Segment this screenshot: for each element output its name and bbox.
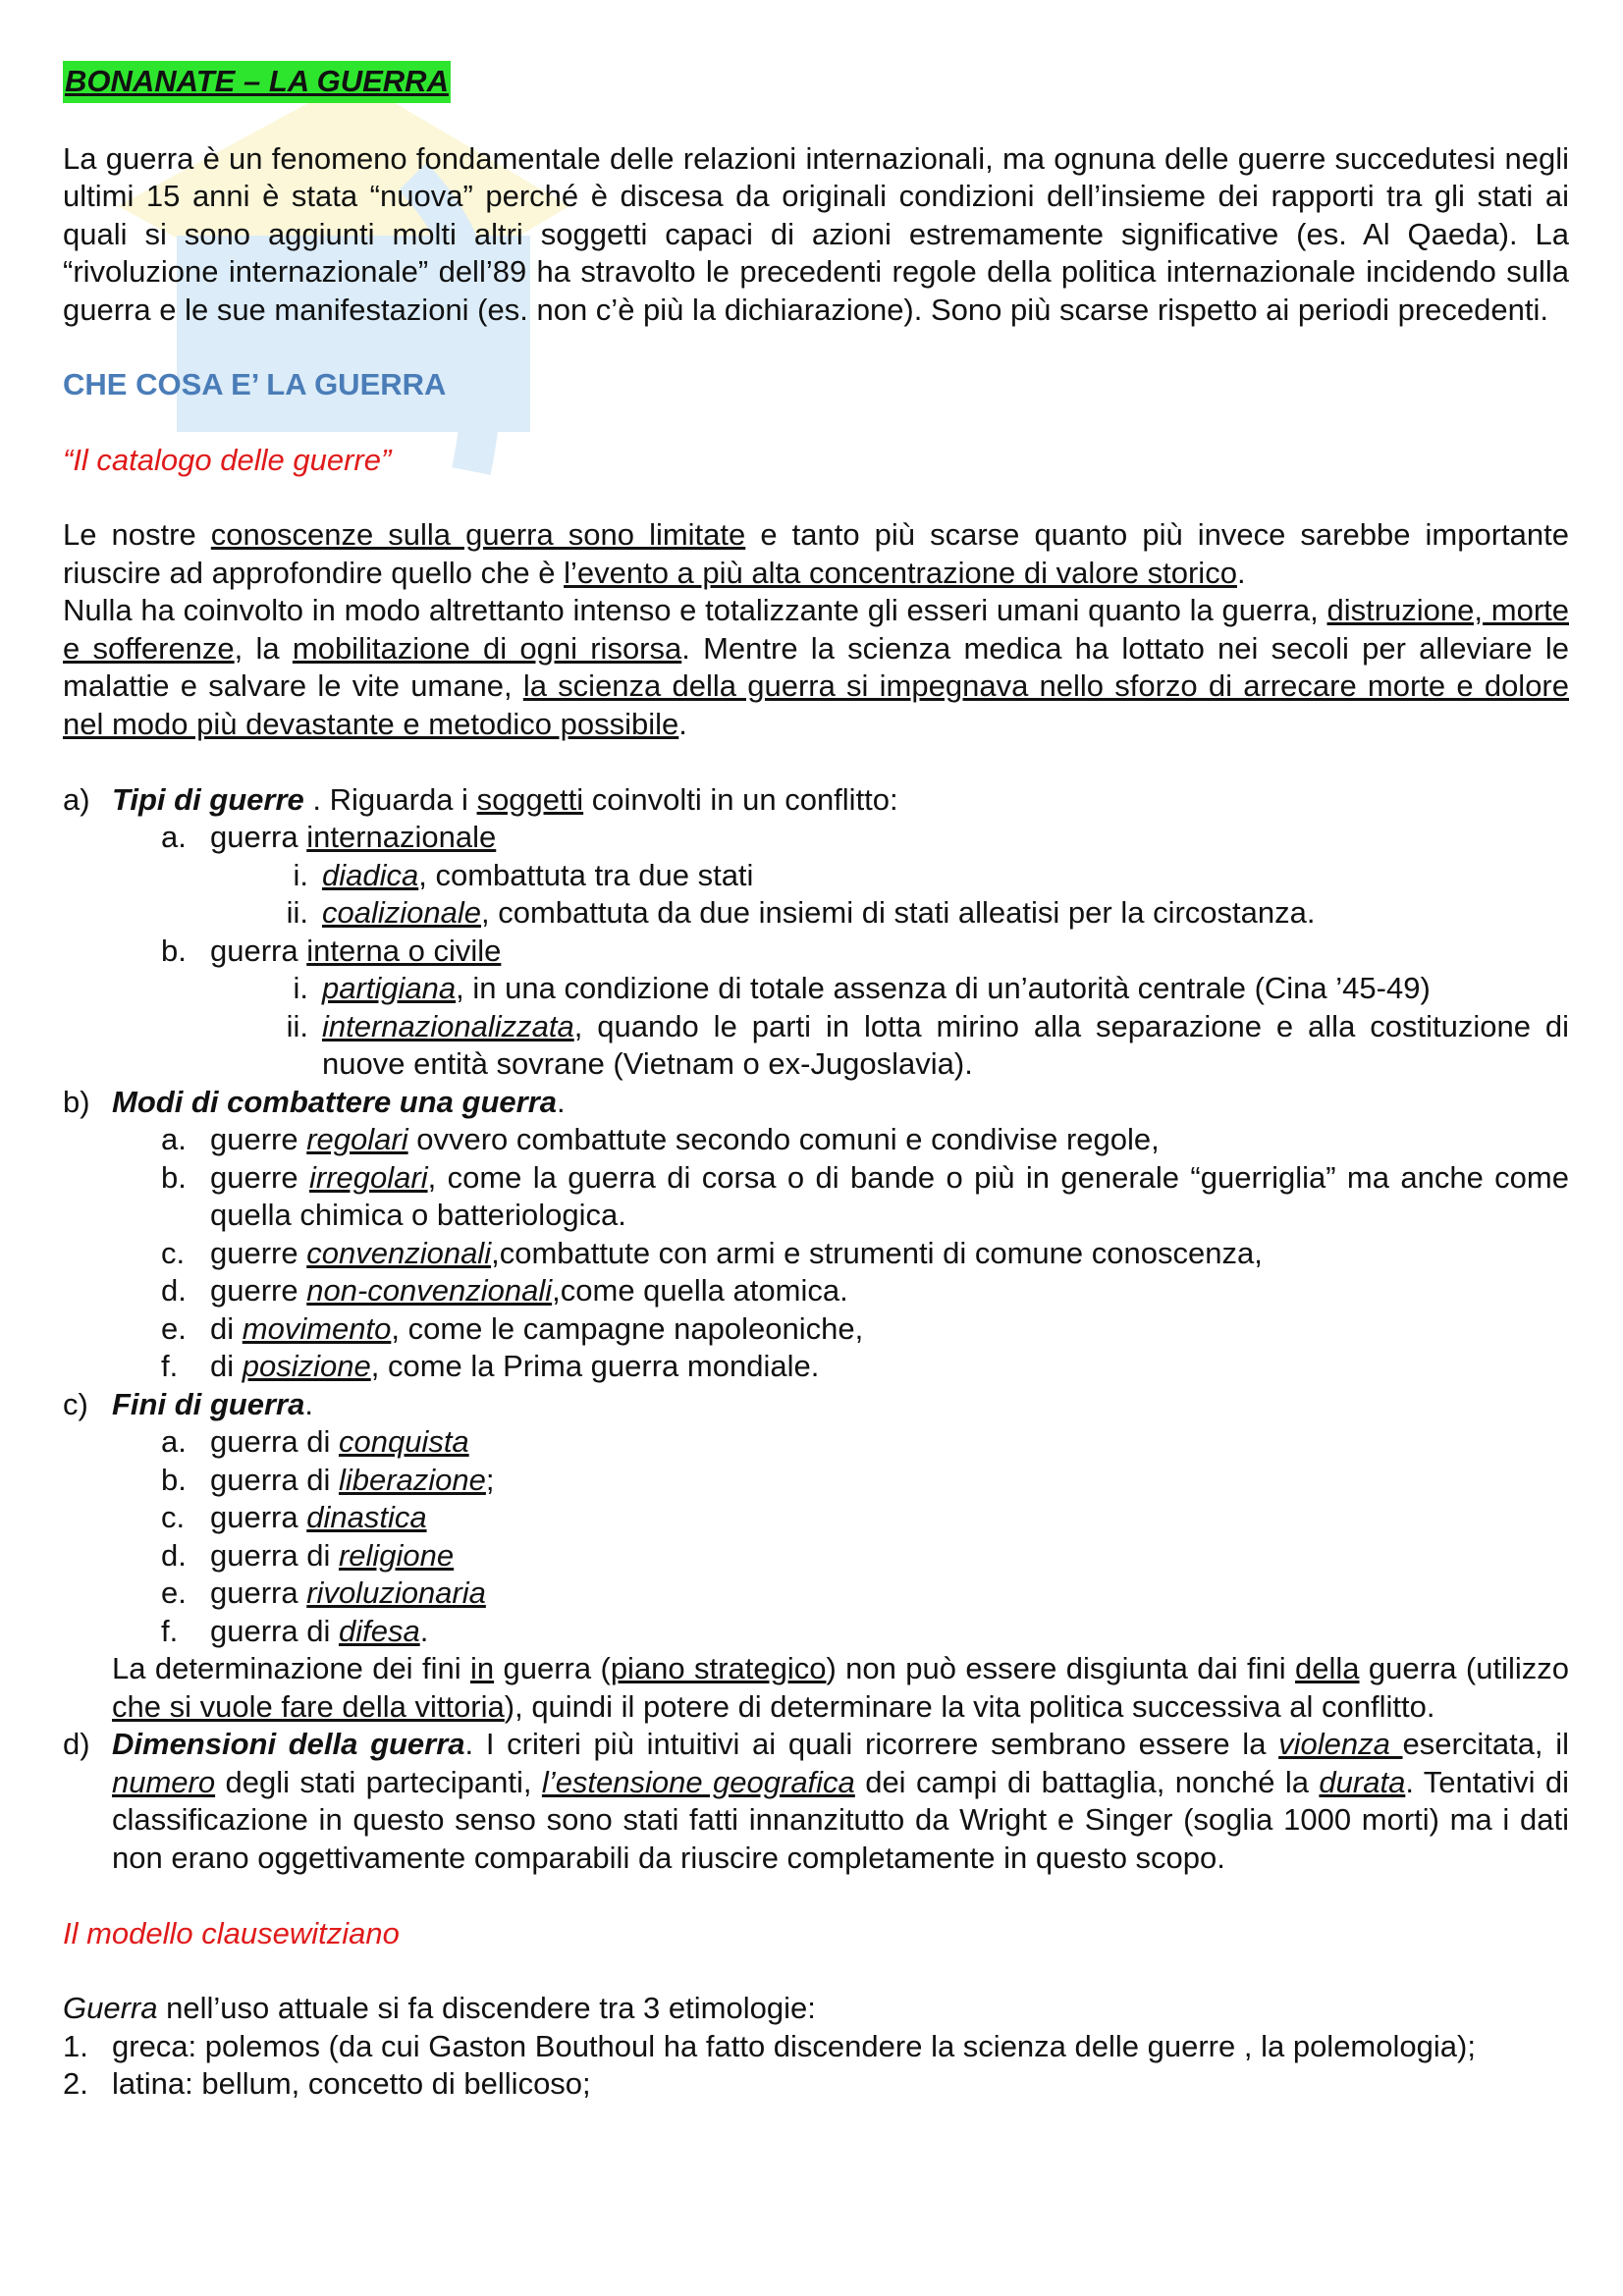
list-item: b. guerra interna o civile <box>161 933 502 968</box>
list-item: ii. internazionalizzata, quando le parti in lotta mirino alla separazione e alla costituzione di nuove entità sovrane (Vietnam o ex-Jugoslavia). <box>286 1008 1569 1081</box>
list-item: d. guerra di religione <box>161 1537 455 1573</box>
list-item: c) Fini di guerra. <box>63 1386 313 1421</box>
list-item: d) Dimensioni della guerra. I criteri più intuitivi ai quali ricorrere sembrano essere la violenza esercitata, il numero degli stati partecipanti, l’estensione geografica dei campi di battaglia, nonché la durata. Tentativi di classificazione in questo senso sono stati fatti innanzitutto da Wright e Singer (soglia 1000 morti) ma i dati non erano oggettivamente comparabili da riuscire completamente in questo scopo. <box>63 1727 1569 1875</box>
list-item: b) Modi di combattere una guerra. <box>63 1084 566 1119</box>
list-item: a) Tipi di guerre . Riguarda i soggetti coinvolti in un conflitto: <box>63 781 898 817</box>
intro-paragraph: La guerra è un fenomeno fondamentale delle relazioni internazionali, ma ognuna delle guerre succedutesi negli ultimi 15 anni è stata “nuova” perché è discesa da originali condizioni dell’insieme dei rapporti tra gli stati ai quali si sono aggiunti molti altri soggetti capaci di azioni estremamente significative (es. Al Qaeda). La “rivoluzione internazionale” dell’89 ha stravolto le precedenti regole della politica internazionale incidendo sulla guerra e le sue manifestazioni (es. non c’è più la dichiarazione). Sono più scarse rispetto ai periodi precedenti. <box>63 140 1569 327</box>
document-title: BONANATE – LA GUERRA <box>63 61 451 103</box>
section-heading: CHE COSA E’ LA GUERRA <box>63 367 447 401</box>
list-item: ii. coalizionale, combattuta da due insiemi di stati alleatisi per la circostanza. <box>286 895 1316 930</box>
list-item: a. guerra internazionale <box>161 820 497 854</box>
list-item: f. di posizione, come la Prima guerra mondiale. <box>161 1349 820 1383</box>
list-item: f. guerra di difesa. <box>161 1613 429 1648</box>
list-item: e. di movimento, come le campagne napoleoniche, <box>161 1310 864 1346</box>
list-item: c. guerra dinastica <box>161 1500 427 1534</box>
paragraph-conoscenze: Le nostre conoscenze sulla guerra sono limitate e tanto più scarse quanto più invece sarebbe importante riuscire ad approfondire quello che è l’evento a più alta concentrazione di valore storico. <box>63 517 1569 590</box>
paragraph-nulla: Nulla ha coinvolto in modo altrettanto intenso e totalizzante gli esseri umani quanto la guerra, distruzione, morte e sofferenze, la mobilitazione di ogni risorsa. Mentre la scienza medica ha lottato nei secoli per alleviare le malattie e salvare le vite umane, la scienza della guerra si impegnava nello sforzo di arrecare morte e dolore nel modo più devastante e metodico possibile. <box>63 593 1569 741</box>
subsection-title: Il modello clausewitziano <box>63 1915 400 1950</box>
list-item: 1. greca: polemos (da cui Gaston Bouthoul ha fatto discendere la scienza delle guerre , la polemologia); <box>63 2028 1476 2063</box>
list-item: a. guerre regolari ovvero combattute secondo comuni e condivise regole, <box>161 1122 1160 1156</box>
list-item: a. guerra di conquista <box>161 1424 469 1459</box>
list-item: i. diadica, combattuta tra due stati <box>293 857 754 892</box>
paragraph-etimologie: Guerra nell’uso attuale si fa discendere tra 3 etimologie: <box>63 1991 816 2025</box>
list-item: c. guerre convenzionali,combattute con armi e strumenti di comune conoscenza, <box>161 1235 1263 1270</box>
subsection-title: “Il catalogo delle guerre” <box>63 442 392 477</box>
list-item: 2. latina: bellum, concetto di bellicoso; <box>63 2066 591 2101</box>
list-item: b. guerra di liberazione; <box>161 1462 495 1497</box>
list-item: d. guerre non-convenzionali,come quella atomica. <box>161 1273 848 1308</box>
document-page <box>63 61 1569 2104</box>
list-item: i. partigiana, in una condizione di totale assenza di un’autorità centrale (Cina ’45-49) <box>293 971 1431 1005</box>
list-item: b. guerre irregolari, come la guerra di corsa o di bande o più in generale “guerriglia” ma anche come quella chimica o batteriologica. <box>161 1159 1569 1232</box>
list-item: e. guerra rivoluzionaria <box>161 1575 486 1610</box>
paragraph-fini: La determinazione dei fini in guerra (piano strategico) non può essere disgiunta dai fini della guerra (utilizzo che si vuole fare della vittoria), quindi il potere di determinare la vita politica successiva al conflitto. <box>112 1651 1569 1724</box>
